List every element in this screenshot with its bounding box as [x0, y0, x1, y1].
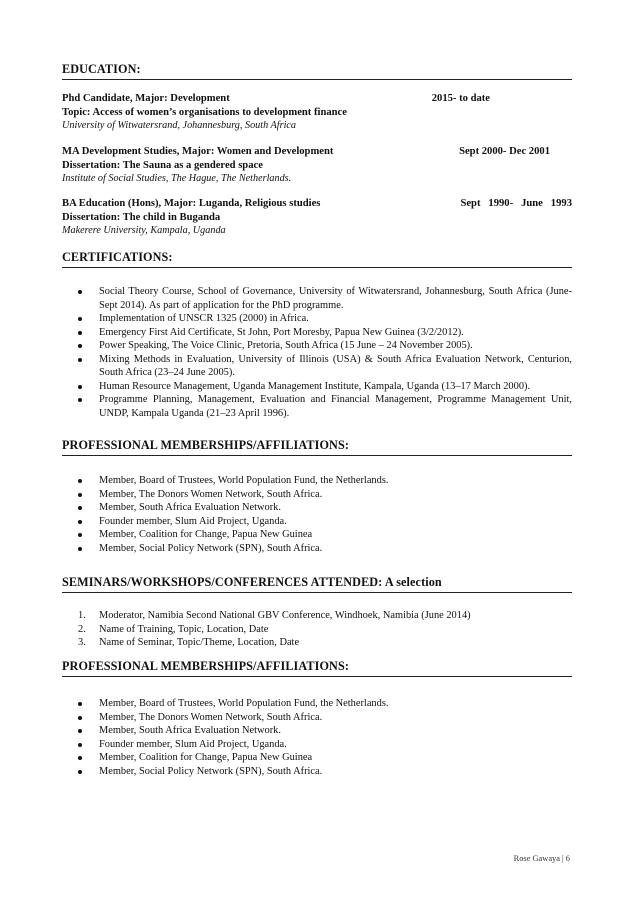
education-entry [62, 92, 572, 133]
bullet-icon [78, 493, 82, 497]
list-item: Social Theory Course, School of Governance, University of Witwatersrand, Johannesburg, South Africa (June-Sept 2014). As part of application for the PhD programme. [62, 285, 572, 312]
bullet-icon [78, 506, 82, 510]
list-item: Member, South Africa Evaluation Network. [62, 724, 572, 738]
memberships-heading: PROFESSIONAL MEMBERSHIPS/AFFILIATIONS: [62, 438, 572, 456]
list-item: 1. Moderator, Namibia Second National GBV Conference, Windhoek, Namibia (June 2014) [78, 610, 471, 621]
memberships-list [62, 697, 572, 778]
education-heading: EDUCATION: [62, 62, 572, 80]
degree-date: 2015- to date [431, 93, 490, 104]
list-item: Power Speaking, The Voice Clinic, Pretoria, South Africa (15 June – 24 November 2005). [62, 339, 572, 353]
certifications-heading: CERTIFICATIONS: [62, 250, 572, 268]
bullet-icon [78, 716, 82, 720]
bullet-icon [78, 770, 82, 774]
degree-title: Phd Candidate, Major: Development [62, 93, 230, 104]
education-entry [62, 197, 572, 238]
bullet-icon [78, 756, 82, 760]
list-item: Founder member, Slum Aid Project, Uganda. [62, 515, 572, 529]
degree-institution: Makerere University, Kampala, Uganda [62, 225, 226, 236]
list-item: Member, Board of Trustees, World Population Fund, the Netherlands. [62, 697, 572, 711]
list-item: Human Resource Management, Uganda Management Institute, Kampala, Uganda (13–17 March 2000). [62, 380, 572, 394]
list-item: 2. Name of Training, Topic, Location, Date [78, 623, 269, 635]
degree-date: Sept 1990- June 1993 [460, 198, 572, 209]
memberships-list [62, 474, 572, 555]
degree-detail: Dissertation: The child in Buganda [62, 211, 221, 223]
memberships-heading: PROFESSIONAL MEMBERSHIPS/AFFILIATIONS: [62, 659, 572, 677]
list-item: Member, Coalition for Change, Papua New Guinea [62, 751, 572, 765]
list-item: Programme Planning, Management, Evaluation and Financial Management, Programme Management Unit, UNDP, Kampala Uganda (21–23 April 1996). [62, 393, 572, 420]
bullet-icon [78, 533, 82, 537]
degree-institution: Institute of Social Studies, The Hague, The Netherlands. [62, 173, 292, 184]
bullet-icon [78, 317, 82, 321]
list-item: Member, The Donors Women Network, South Africa. [62, 488, 572, 502]
degree-title: BA Education (Hons), Major: Luganda, Religious studies [62, 198, 321, 209]
list-item: Member, Social Policy Network (SPN), South Africa. [62, 765, 572, 779]
page-footer: Rose Gawaya | 6 [513, 854, 570, 863]
seminars-list [62, 609, 572, 650]
bullet-icon [78, 547, 82, 551]
bullet-icon [78, 702, 82, 706]
list-item: Founder member, Slum Aid Project, Uganda. [62, 738, 572, 752]
list-item: Emergency First Aid Certificate, St John, Port Moresby, Papua New Guinea (3/2/2012). [62, 326, 572, 340]
bullet-icon [78, 358, 82, 362]
bullet-icon [78, 743, 82, 747]
list-item: Mixing Methods in Evaluation, University of Illinois (USA) & South Africa Evaluation Network, Centurion, South Africa (23–24 June 2005). [62, 353, 572, 380]
education-entry [62, 145, 572, 186]
list-item: Implementation of UNSCR 1325 (2000) in Africa. [62, 312, 572, 326]
bullet-icon [78, 290, 82, 294]
bullet-icon [78, 479, 82, 483]
list-item: Member, South Africa Evaluation Network. [62, 501, 572, 515]
bullet-icon [78, 520, 82, 524]
seminars-heading: SEMINARS/WORKSHOPS/CONFERENCES ATTENDED: A selection [62, 575, 572, 593]
list-item: Member, The Donors Women Network, South Africa. [62, 711, 572, 725]
list-item: Member, Board of Trustees, World Population Fund, the Netherlands. [62, 474, 572, 488]
list-item: Member, Coalition for Change, Papua New Guinea [62, 528, 572, 542]
degree-date: Sept 2000- Dec 2001 [459, 146, 550, 157]
bullet-icon [78, 729, 82, 733]
list-item: Member, Social Policy Network (SPN), South Africa. [62, 542, 572, 556]
bullet-icon [78, 344, 82, 348]
bullet-icon [78, 398, 82, 402]
certifications-list [62, 285, 572, 420]
degree-title: MA Development Studies, Major: Women and Development [62, 146, 334, 157]
degree-detail: Topic: Access of women’s organisations to development finance [62, 106, 347, 118]
bullet-icon [78, 385, 82, 389]
bullet-icon [78, 331, 82, 335]
degree-institution: University of Witwatersrand, Johannesburg, South Africa [62, 120, 297, 131]
degree-detail: Dissertation: The Sauna as a gendered space [62, 159, 263, 171]
list-item: 3. Name of Seminar, Topic/Theme, Location, Date [78, 637, 300, 648]
